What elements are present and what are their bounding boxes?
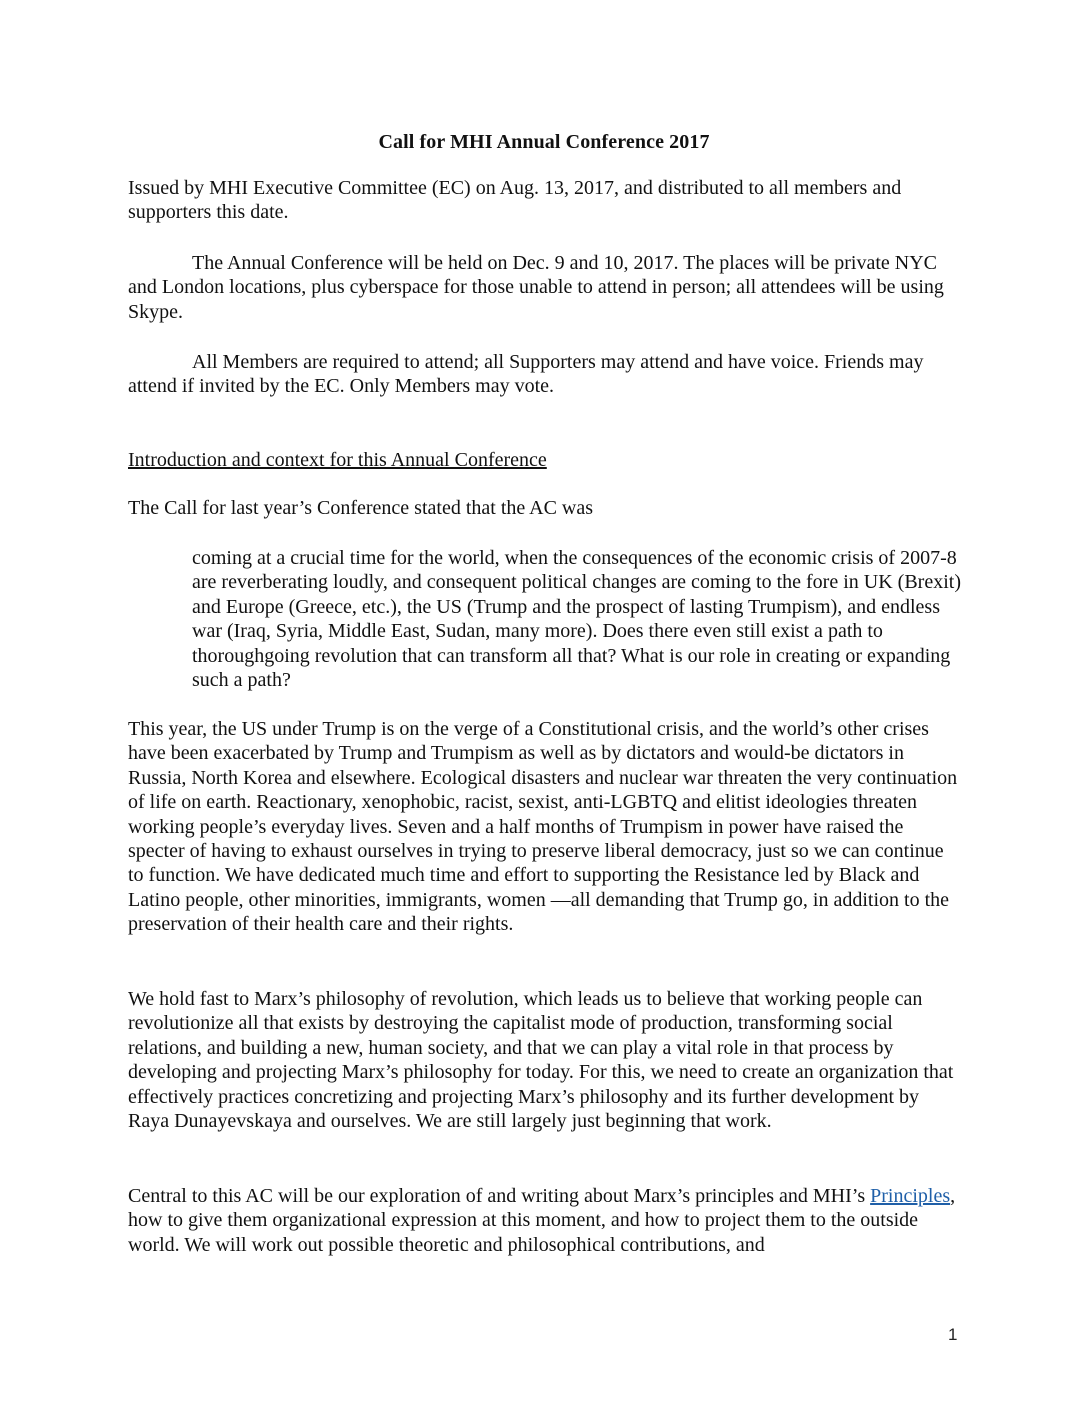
central-paragraph xyxy=(128,1184,960,1257)
issued-paragraph: Issued by MHI Executive Committee (EC) on Aug. 13, 2017, and distributed to all members and supporters this date. xyxy=(128,177,902,224)
central-paragraph-end: , how to give them organizational expression at this moment, and how to project them to the outside world. We will work out possible theoretic and philosophical contributions, and xyxy=(128,1185,956,1256)
call-intro-paragraph: The Call for last year’s Conference stated that the AC was xyxy=(128,497,594,519)
block-quote: coming at a crucial time for the world, when the consequences of the economic crisis of 2007-8 are reverberating loudly, and consequent political changes are coming to the fore in UK (Brexit) and Europe (Greece, etc.), the US (Trump and the prospect of lasting Trumpism), and endless war (Iraq, Syria, Middle East, Sudan, many more). Does there even still exist a path to thoroughgoing revolution that can transform all that? What is our role in creating or expanding such a path? xyxy=(192,547,961,692)
page-number: 1 xyxy=(948,1325,958,1344)
document-title: Call for MHI Annual Conference 2017 xyxy=(378,131,710,153)
dates-paragraph: The Annual Conference will be held on Dec. 9 and 10, 2017. The places will be private NYC and London locations, plus cyberspace for those unable to attend in person; all attendees will be using Skype. xyxy=(128,252,944,323)
principles-link[interactable]: Principles xyxy=(870,1185,951,1207)
this-year-paragraph: This year, the US under Trump is on the verge of a Constitutional crisis, and the world’s other crises have been exacerbated by Trump and Trumpism as well as by dictators and would-be dictators in Russia, North Korea and elsewhere. Ecological disasters and nuclear war threaten the very continuation of life on earth. Reactionary, xenophobic, racist, sexist, anti-LGBTQ and elitist ideologies threaten working people’s everyday lives. Seven and a half months of Trumpism in power have raised the specter of having to exhaust ourselves in trying to preserve liberal democracy, just so we can continue to function. We have dedicated much time and effort to supporting the Resistance led by Black and Latino people, other minorities, immigrants, women —all demanding that Trump go, in addition to the preservation of their health care and their rights. xyxy=(128,718,958,936)
central-paragraph-start: Central to this AC will be our exploration of and writing about Marx’s principles and MHI’s xyxy=(128,1185,871,1207)
section-heading: Introduction and context for this Annual Conference xyxy=(128,449,547,471)
marx-paragraph: We hold fast to Marx’s philosophy of revolution, which leads us to believe that working people can revolutionize all that exists by destroying the capitalist mode of production, transforming social relations, and building a new, human society, and that we can play a vital role in that process by developing and projecting Marx’s philosophy for today. For this, we need to create an organization that effectively practices concretizing and projecting Marx’s philosophy and its further development by Raya Dunayevskaya and ourselves. We are still largely just beginning that work. xyxy=(128,988,954,1133)
members-paragraph: All Members are required to attend; all Supporters may attend and have voice. Friends may attend if invited by the EC. Only Members may vote. xyxy=(128,351,924,398)
